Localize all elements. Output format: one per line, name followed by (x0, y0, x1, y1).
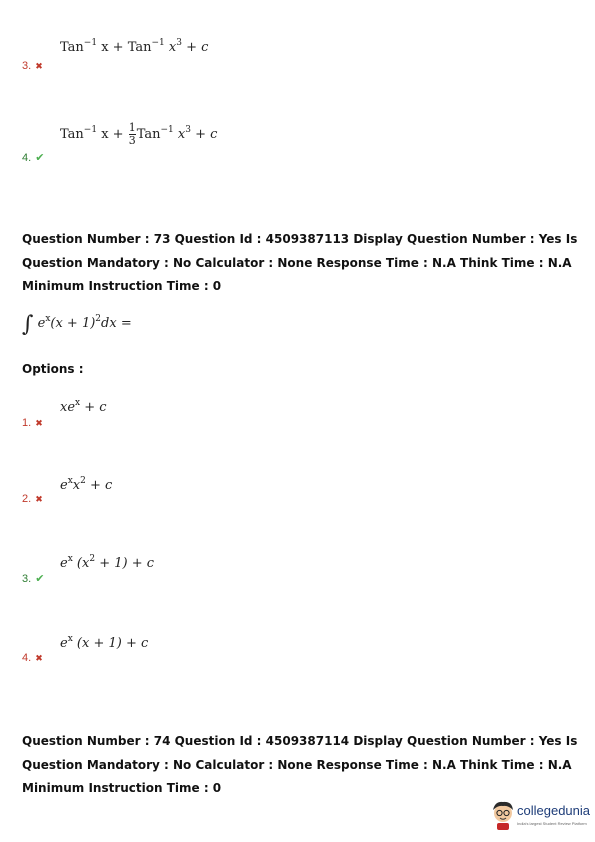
logo-tagline: India's largest Student Review Platform (517, 821, 587, 826)
checkmark-icon: ✔ (35, 152, 45, 164)
q73-option-4-number: 4. ✖ (22, 652, 43, 664)
cross-icon: ✖ (35, 418, 43, 428)
options-label: Options : (22, 362, 84, 376)
q73-option-1-math: $xe^x + c$ (60, 398, 107, 415)
q73-option-3-math: $e^x$ $(x^2 + 1) + c$ (60, 554, 155, 571)
question-73-expression: ∫ $e^x(x + 1)^2dx$ = (22, 312, 132, 337)
q73-option-1-number: 1. ✖ (22, 417, 43, 429)
question-73-header: Question Number : 73 Question Id : 4509387113 Display Question Number : Yes Is Question Mandatory : No Calculator : None Response Time : N.A Think Time : N.A Minimum Instruction Time : 0 (22, 232, 578, 293)
mascot-icon (490, 800, 516, 830)
q73-option-4-math: $e^x$ (x + 1) + c (60, 634, 149, 651)
option-3-math: Tan$^{-1}$ x + Tan$^{-1}$ $x^3 + c$ (60, 38, 209, 55)
cross-icon: ✖ (35, 61, 43, 71)
option-3-number: 3. ✖ (22, 60, 43, 72)
q73-option-2-number: 2. ✖ (22, 493, 43, 505)
collegedunia-logo (490, 800, 590, 832)
option-4-number: 4. ✔ (22, 152, 45, 164)
cross-icon: ✖ (35, 653, 43, 663)
q73-option-3-number: 3. ✔ (22, 573, 45, 585)
option-4-math: Tan$^{-1}$ x + $\frac{1}{3}$ Tan$^{-1}$ $x^3 + c$ (60, 121, 218, 147)
question-74-header: Question Number : 74 Question Id : 4509387114 Display Question Number : Yes Is Question Mandatory : No Calculator : None Response Time : N.A Think Time : N.A Minimum Instruction Time : 0 (22, 734, 578, 795)
logo-brand-text: collegedunia (517, 803, 591, 818)
cross-icon: ✖ (35, 494, 43, 504)
fraction: $\frac{1}{3}$ (128, 121, 136, 147)
q73-option-2-math: $e^xx^2 + c$ (60, 476, 113, 493)
checkmark-icon: ✔ (35, 573, 45, 585)
